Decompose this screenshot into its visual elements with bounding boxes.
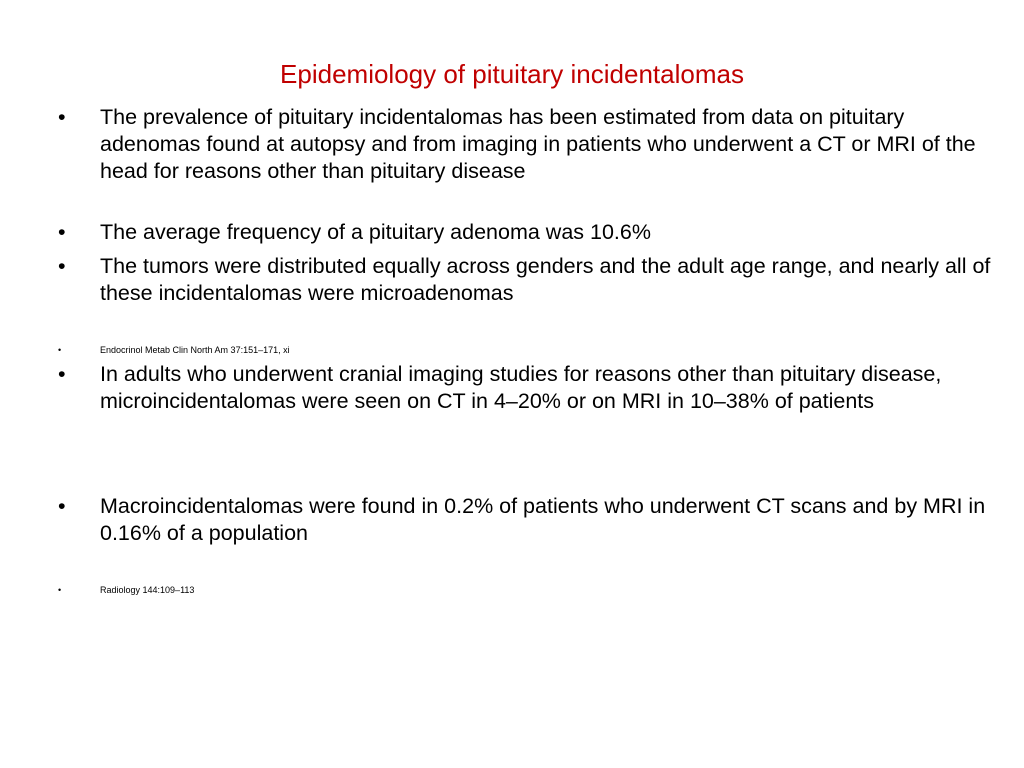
bullet-text: Macroincidentalomas were found in 0.2% of patients who underwent CT scans and by MRI in 0.16% of a population [100, 494, 986, 545]
bullet-mark: • [58, 345, 62, 355]
bullet-mark: • [58, 362, 66, 386]
bullet-list [58, 104, 994, 597]
bullet-macroincidentalomas [58, 493, 994, 547]
bullet-mark: • [58, 585, 62, 595]
bullet-text: In adults who underwent cranial imaging studies for reasons other than pituitary disease, microincidentalomas were seen on CT in 4–20% or on MRI in 10–38% of patients [100, 362, 942, 413]
bullet-mark: • [58, 494, 66, 518]
bullet-mark: • [58, 254, 66, 278]
citation-radiology [58, 583, 994, 597]
bullet-text: The average frequency of a pituitary adenoma was 10.6% [100, 220, 651, 244]
citation-endocrinol [58, 343, 994, 357]
bullet-distribution [58, 253, 994, 307]
bullet-mark: • [58, 105, 66, 129]
citation-text: Radiology 144:109–113 [100, 585, 195, 595]
citation-text: Endocrinol Metab Clin North Am 37:151–171, xi [100, 345, 290, 355]
bullet-text: The tumors were distributed equally across genders and the adult age range, and nearly all of these incidentalomas were microadenomas [100, 254, 991, 305]
bullet-text: The prevalence of pituitary incidentalomas has been estimated from data on pituitary adenomas found at autopsy and from imaging in patients who underwent a CT or MRI of the head for reasons other than pituitary disease [100, 105, 976, 183]
bullet-prevalence [58, 104, 994, 185]
slide-title: Epidemiology of pituitary incidentalomas [280, 59, 744, 89]
bullet-microincidentalomas [58, 361, 994, 415]
bullet-average-frequency [58, 219, 994, 246]
bullet-mark: • [58, 220, 66, 244]
